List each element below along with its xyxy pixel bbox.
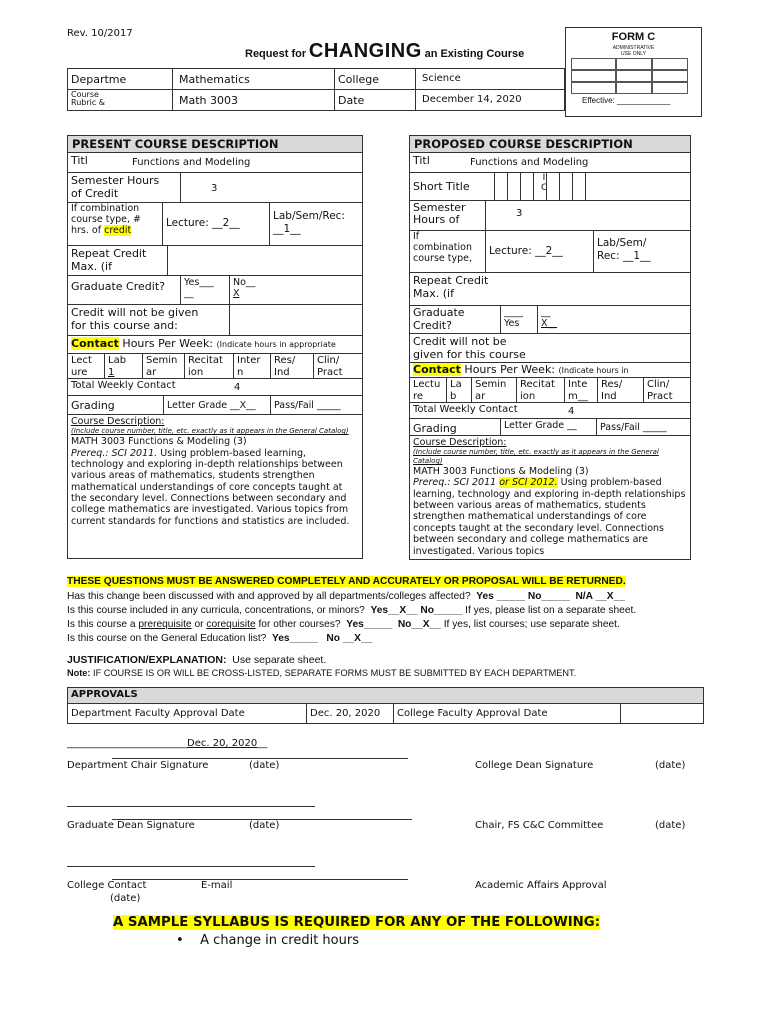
- title-pre: Request for: [245, 48, 307, 60]
- present-combo-2: course type, #: [71, 213, 141, 225]
- present-col-recitation-2: ion: [188, 367, 204, 378]
- college-dean-date-label: (date): [655, 760, 686, 771]
- present-labsem-1: Lab/Sem/Rec:: [273, 210, 345, 222]
- present-desc-label: Course Description:: [71, 416, 165, 427]
- q3-a: Is this course a: [67, 619, 136, 630]
- rubric-label-2: Rubric &: [71, 98, 106, 108]
- present-labsem[interactable]: [269, 202, 363, 246]
- present-desc-prereq: Prereq.: SCI 2011.: [71, 447, 158, 459]
- proposed-labsem[interactable]: [593, 230, 691, 273]
- present-sem-hours-label: [67, 172, 181, 203]
- question-2: [67, 604, 636, 618]
- present-col-lab-1: Lab: [108, 355, 127, 366]
- college-contact-sig-line[interactable]: [67, 866, 315, 867]
- proposed-col-recitation-1: Recitat: [520, 379, 555, 390]
- present-grad-yes-2: __: [184, 288, 194, 300]
- present-sem-hours-value[interactable]: 3: [180, 172, 363, 203]
- rubric-value[interactable]: Math 3003: [172, 89, 335, 111]
- present-lecture[interactable]: Lecture: __2__: [162, 202, 270, 246]
- q1-text: Has this change been discussed with and approved by all departments/colleges affected?: [67, 591, 471, 602]
- proposed-grad-no[interactable]: [537, 305, 691, 334]
- proposed-col-intern-2: m__: [568, 391, 588, 402]
- present-contact-row: [67, 335, 363, 354]
- signature-line-3: [112, 879, 408, 880]
- proposed-grad-yes-text: Yes: [504, 318, 520, 330]
- proposed-col-lab[interactable]: [446, 377, 472, 403]
- proposed-col-lecture[interactable]: [409, 377, 447, 403]
- present-total-row: [67, 378, 363, 396]
- date-value[interactable]: December 14, 2020: [415, 89, 565, 111]
- q2-yes[interactable]: Yes__X__: [370, 605, 418, 616]
- present-combo-3a: hrs. of: [71, 224, 102, 236]
- proposed-lecture[interactable]: Lecture: __2__: [485, 230, 594, 273]
- present-col-res-2: Ind: [274, 367, 290, 378]
- syllabus-heading-text: A SAMPLE SYLLABUS IS REQUIRED FOR ANY OF THE FOLLOWING:: [113, 915, 601, 930]
- present-col-clin-2: Pract: [317, 367, 343, 378]
- proposed-col-lab-1: La: [450, 379, 462, 390]
- proposed-title-label: Titl: [413, 154, 430, 167]
- proposed-repeat-2: Max. (if: [413, 287, 454, 301]
- justification-label: JUSTIFICATION/EXPLANATION:: [67, 654, 227, 666]
- q4-text: Is this course on the General Education list?: [67, 633, 267, 644]
- present-combo-label: [67, 202, 163, 246]
- proposed-col-res-1: Res/: [601, 379, 623, 390]
- revision-label: Rev. 10/2017: [67, 28, 133, 39]
- proposed-col-clin[interactable]: [643, 377, 691, 403]
- question-4: [67, 632, 636, 646]
- proposed-grad-no-line: __: [541, 307, 551, 318]
- present-contact-hl: Contact: [71, 337, 119, 350]
- proposed-desc-prereq-a: Prereq.: SCI 2011: [413, 477, 497, 489]
- college-label: College: [334, 68, 416, 90]
- fs-chair-label: Chair, FS C&C Committee: [475, 820, 604, 831]
- present-title-value[interactable]: Functions and Modeling: [132, 157, 251, 168]
- proposed-grad-label: [409, 305, 501, 334]
- proposed-col-clin-1: Clin/: [647, 379, 670, 390]
- proposed-desc-line1: MATH 3003 Functions & Modeling (3): [413, 465, 589, 477]
- proposed-col-intern[interactable]: [564, 377, 598, 403]
- proposed-not-given-1: Credit will not be: [413, 335, 507, 348]
- justification-row: [67, 654, 326, 666]
- proposed-short-title-label: Short Title: [409, 172, 495, 201]
- proposed-not-given-2: given for this course: [413, 348, 526, 362]
- dept-label: Departme: [67, 68, 173, 90]
- proposed-desc-label: Course Description:: [413, 437, 507, 448]
- present-col-lecture-2: ure: [71, 367, 88, 378]
- college-value[interactable]: Science: [415, 68, 565, 90]
- proposed-col-recitation[interactable]: [516, 377, 565, 403]
- proposed-pass-fail[interactable]: Pass/Fail _____: [596, 418, 691, 436]
- syllabus-item-1: [176, 933, 359, 948]
- present-desc-body: Using problem-based learning, technology and exploring in-depth relationships between various areas of mathematics, students strengthen mathematical understandings of core concepts taught at the secondary level. Connections between secondary and college mathematics are investigated. Various topics from current standards for functions and statistics are included.: [71, 447, 350, 527]
- present-combo-3b: credit: [104, 224, 132, 236]
- proposed-col-res[interactable]: [597, 377, 644, 403]
- grad-dean-label: Graduate Dean Signature: [67, 820, 195, 831]
- proposed-col-res-2: Ind: [601, 391, 617, 402]
- present-sem-hours-label-1: Semester Hours: [71, 174, 160, 187]
- present-contact-note: (Indicate hours in appropriate: [216, 340, 336, 349]
- present-total-label: Total Weekly Contact: [71, 380, 176, 391]
- grad-dean-sig-line[interactable]: [67, 806, 315, 807]
- proposed-heading: PROPOSED COURSE DESCRIPTION: [409, 135, 691, 153]
- proposed-combo-2: combination: [413, 241, 472, 253]
- q2-text: Is this course included in any curricula, concentrations, or minors?: [67, 605, 365, 616]
- fs-chair-date-label: (date): [655, 820, 686, 831]
- present-not-given-1: Credit will not be given: [71, 306, 199, 319]
- dept-chair-label: Department Chair Signature: [67, 760, 209, 771]
- proposed-contact-rest: Hours Per Week:: [464, 363, 556, 376]
- present-title-label: Titl: [71, 154, 88, 167]
- q4-yes[interactable]: Yes_____: [272, 633, 318, 644]
- proposed-total-label: Total Weekly Contact: [413, 404, 518, 415]
- present-not-given-value[interactable]: [229, 304, 363, 336]
- present-repeat-label: [67, 245, 168, 276]
- present-repeat-value[interactable]: [167, 245, 363, 276]
- proposed-grad-no-text: X__: [541, 318, 558, 330]
- proposed-col-seminar-1: Semin: [475, 379, 507, 390]
- dept-chair-date-value: Dec. 20, 2020: [187, 738, 258, 749]
- q3-no[interactable]: No__X__: [397, 619, 441, 630]
- present-description-box[interactable]: [67, 414, 363, 559]
- present-col-lab[interactable]: [104, 353, 143, 379]
- college-contact-date-label: (date): [110, 893, 141, 904]
- present-col-lecture-1: Lect: [71, 355, 92, 366]
- dept-chair-sig-line[interactable]: ______________________________Dec. 20, 2020__: [67, 738, 268, 749]
- q3-or: or: [194, 619, 204, 630]
- present-desc-note: (Include course number, title, etc. exactly as it appears in the General Catalog): [71, 427, 349, 436]
- proposed-desc-prereq-b: or SCI 2012.: [499, 477, 558, 489]
- question-3: [67, 618, 636, 632]
- proposed-col-recitation-2: ion: [520, 391, 536, 402]
- proposed-total-value[interactable]: 4: [568, 406, 575, 417]
- present-contact-rest: Hours Per Week:: [122, 337, 214, 350]
- present-col-lecture[interactable]: [67, 353, 105, 379]
- proposed-grad-yes[interactable]: [500, 305, 538, 334]
- present-desc-line1: MATH 3003 Functions & Modeling (3): [71, 436, 247, 448]
- proposed-col-lecture-1: Lectu: [413, 379, 441, 390]
- dept-chair-date-label: (date): [249, 760, 280, 771]
- present-not-given: [67, 304, 230, 336]
- note-text: IF COURSE IS OR WILL BE CROSS-LISTED, SEPARATE FORMS MUST BE SUBMITTED BY EACH DEPARTMENT.: [93, 668, 577, 678]
- q3-b: for other courses?: [258, 619, 341, 630]
- email-label: E-mail: [201, 880, 233, 891]
- short-char-2: C: [541, 182, 548, 193]
- questions-block: [67, 590, 636, 646]
- college-contact-label: College Contact: [67, 880, 147, 891]
- present-grading-label: Grading: [67, 395, 164, 415]
- proposed-short-title-boxes[interactable]: [494, 172, 691, 201]
- q2-rest: If yes, please list on a separate sheet.: [465, 605, 637, 616]
- justification-text: Use separate sheet.: [232, 654, 327, 666]
- proposed-sem-label-1: Semester: [413, 201, 466, 214]
- q3-corequisite: corequisite: [206, 619, 256, 630]
- present-col-seminar[interactable]: [142, 353, 185, 379]
- proposed-desc-note: (Include course number, title, etc. exactly as it appears in the General Catalog): [413, 448, 659, 466]
- present-grad-no[interactable]: [229, 275, 363, 305]
- proposed-combo-1: If: [413, 231, 420, 242]
- proposed-title-row: [409, 152, 691, 173]
- proposed-sem-label: [409, 200, 486, 231]
- proposed-col-lecture-2: re: [413, 391, 424, 402]
- proposed-grading-label: Grading: [409, 418, 501, 436]
- present-grad-no-1: No__: [233, 277, 256, 288]
- proposed-contact-note: (Indicate hours in: [558, 366, 629, 375]
- form-title: [245, 40, 524, 63]
- present-pass-fail[interactable]: Pass/Fail _____: [270, 395, 363, 415]
- grad-dean-date-label: (date): [249, 820, 280, 831]
- title-big: CHANGING: [308, 40, 422, 62]
- dept-value[interactable]: Mathematics: [172, 68, 335, 90]
- present-total-value[interactable]: 4: [234, 382, 241, 393]
- proposed-total-row: [409, 402, 691, 419]
- proposed-labsem-1: Lab/Sem/: [597, 237, 647, 249]
- dept-faculty-approval-date[interactable]: Dec. 20, 2020: [306, 703, 394, 724]
- proposed-col-lab-2: b: [450, 391, 457, 402]
- syllabus-heading: [113, 915, 600, 930]
- questions-warning: [67, 576, 626, 587]
- proposed-contact-hl: Contact: [413, 363, 461, 376]
- present-col-clin-1: Clin/: [317, 355, 340, 366]
- present-col-intern[interactable]: [233, 353, 271, 379]
- proposed-grad-1: Graduate: [413, 306, 465, 319]
- present-sem-hours-label-2: of Credit: [71, 187, 119, 201]
- form-c-sub2: USE ONLY: [621, 51, 646, 57]
- signature-line-1: [112, 758, 408, 759]
- proposed-grad-2: Credit?: [413, 318, 452, 332]
- q1-no[interactable]: No_____: [527, 591, 570, 602]
- proposed-repeat-1: Repeat Credit: [413, 274, 489, 287]
- present-repeat-1: Repeat Credit: [71, 247, 147, 260]
- present-col-seminar-2: ar: [146, 367, 157, 378]
- college-faculty-approval-label: College Faculty Approval Date: [393, 703, 621, 724]
- proposed-combo-label: [409, 230, 486, 273]
- proposed-sem-label-2: Hours of: [413, 213, 460, 227]
- proposed-description-box[interactable]: [409, 435, 691, 560]
- form-c-sub1: ADMINISTRATIVE: [612, 45, 655, 51]
- questions-warning-text: THESE QUESTIONS MUST BE ANSWERED COMPLETELY AND ACCURATELY OR PROPOSAL WILL BE RETURNED.: [67, 576, 626, 587]
- title-post: an Existing Course: [424, 48, 525, 60]
- proposed-desc-body: Using problem-based learning, technology and exploring in-depth relationships between various areas of mathematics, students strengthen mathematical understandings of core concepts taught at the secondary level. Connections between secondary and college mathematics are investigated. Various topics: [413, 477, 686, 557]
- present-grad-yes-1: Yes___: [184, 277, 214, 288]
- q1-yes[interactable]: Yes _____: [476, 591, 526, 602]
- cross-list-note: [67, 668, 576, 678]
- college-faculty-approval-date[interactable]: [620, 703, 704, 724]
- proposed-grad-yes-line: ____: [504, 307, 523, 318]
- present-grad-yes[interactable]: [180, 275, 230, 305]
- college-dean-label: College Dean Signature: [475, 760, 594, 771]
- present-combo-1: If combination: [71, 203, 140, 214]
- present-col-seminar-1: Semin: [146, 355, 178, 366]
- syllabus-item-1-text: A change in credit hours: [200, 933, 359, 948]
- effective-field[interactable]: Effective: ____________: [582, 96, 671, 105]
- short-char-1: I: [542, 173, 546, 183]
- present-heading: PRESENT COURSE DESCRIPTION: [67, 135, 363, 153]
- proposed-repeat[interactable]: [409, 272, 691, 306]
- present-labsem-2: __1__: [273, 222, 301, 235]
- present-title-row: [67, 152, 363, 173]
- question-1: [67, 590, 636, 604]
- present-col-intern-1: Inter: [237, 355, 261, 366]
- present-col-res[interactable]: [270, 353, 314, 379]
- form-c-title: FORM C: [611, 31, 656, 43]
- date-label: Date: [334, 89, 416, 111]
- present-letter-grade[interactable]: Letter Grade __X__: [163, 395, 271, 415]
- present-grad-no-2: X: [233, 288, 240, 300]
- present-col-lab-2: 1: [108, 367, 115, 378]
- proposed-title-value[interactable]: Functions and Modeling: [470, 157, 589, 168]
- present-col-recitation-1: Recitat: [188, 355, 223, 366]
- q3-prerequisite: prerequisite: [138, 619, 192, 630]
- proposed-col-seminar-2: ar: [475, 391, 486, 402]
- q1-na[interactable]: N/A __X__: [575, 591, 625, 602]
- proposed-combo-3: course type,: [413, 252, 473, 264]
- present-grad-credit-label: Graduate Credit?: [67, 275, 181, 305]
- present-col-recitation[interactable]: [184, 353, 234, 379]
- q3-rest: If yes, list courses; use separate sheet.: [443, 619, 620, 630]
- proposed-not-given[interactable]: [409, 333, 691, 363]
- q2-no[interactable]: No_____: [420, 605, 463, 616]
- present-col-clin[interactable]: [313, 353, 363, 379]
- rubric-label-1: Course: [71, 90, 99, 99]
- present-col-intern-2: n: [237, 367, 244, 378]
- proposed-letter-grade[interactable]: Letter Grade __: [500, 418, 597, 436]
- proposed-col-clin-2: Pract: [647, 391, 673, 402]
- form-c-box: [565, 27, 702, 117]
- present-not-given-2: for this course and:: [71, 319, 178, 333]
- proposed-col-seminar[interactable]: [471, 377, 517, 403]
- academic-affairs-label: Academic Affairs Approval: [475, 880, 607, 891]
- note-label: Note:: [67, 668, 91, 678]
- proposed-short-title-chars: [541, 174, 547, 194]
- present-repeat-2: Max. (if: [71, 260, 112, 274]
- proposed-labsem-2: Rec: __1__: [597, 249, 651, 262]
- rubric-label: [67, 89, 173, 111]
- dept-faculty-approval-label: Department Faculty Approval Date: [67, 703, 307, 724]
- present-col-res-1: Res/: [274, 355, 296, 366]
- q4-no[interactable]: No __X__: [326, 633, 373, 644]
- proposed-sem-value[interactable]: 3: [485, 200, 691, 231]
- proposed-col-intern-1: Inte: [568, 379, 588, 390]
- q3-yes[interactable]: Yes_____: [346, 619, 393, 630]
- approvals-heading: APPROVALS: [67, 687, 704, 704]
- proposed-contact-row: [409, 362, 691, 378]
